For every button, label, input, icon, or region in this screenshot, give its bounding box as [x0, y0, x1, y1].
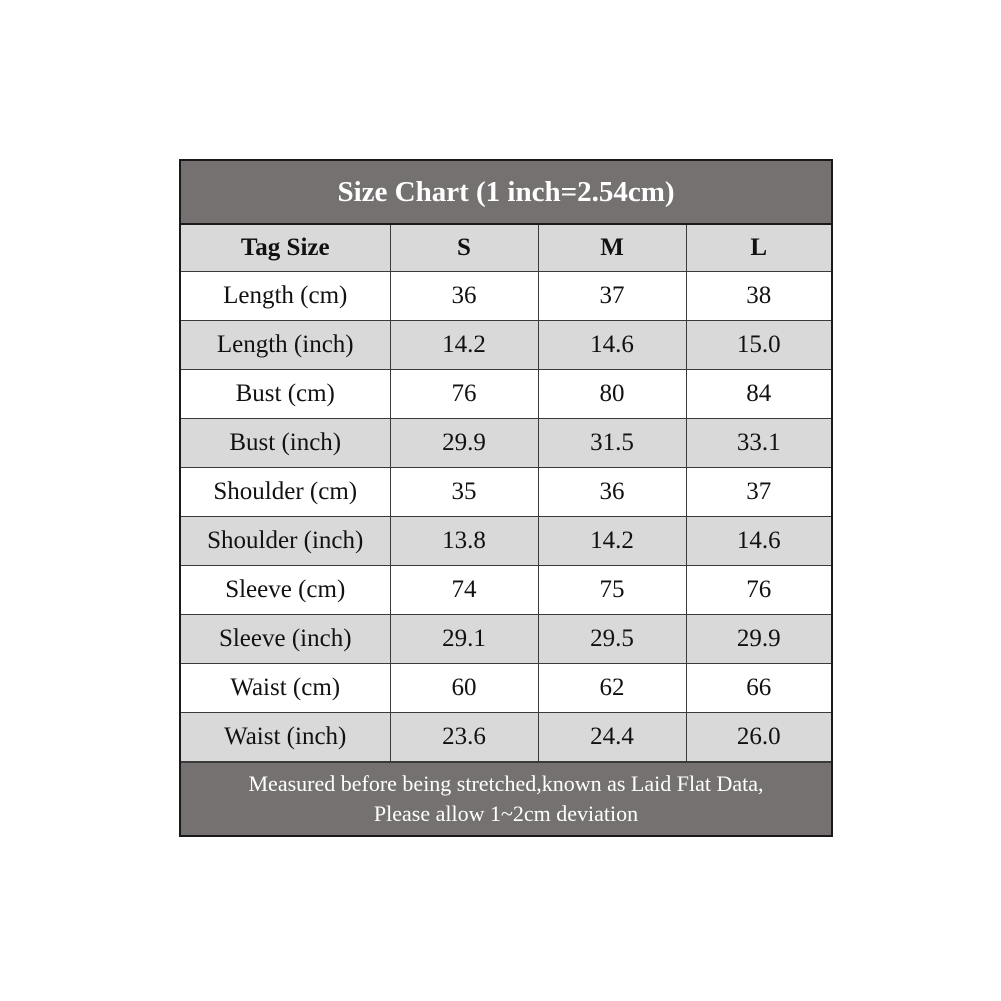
table-row [181, 566, 831, 615]
header-size-s: S [390, 225, 538, 272]
cell-s: 13.8 [390, 517, 538, 566]
cell-m: 14.6 [538, 321, 686, 370]
footnote-line-2: Please allow 1~2cm deviation [373, 801, 639, 826]
table-row [181, 370, 831, 419]
row-label: Bust (cm) [181, 370, 390, 419]
table-row [181, 272, 831, 321]
size-table [181, 225, 831, 762]
table-row [181, 664, 831, 713]
cell-m: 80 [538, 370, 686, 419]
header-size-l: L [686, 225, 831, 272]
row-label: Shoulder (inch) [181, 517, 390, 566]
cell-s: 35 [390, 468, 538, 517]
cell-s: 36 [390, 272, 538, 321]
table-row [181, 615, 831, 664]
cell-m: 24.4 [538, 713, 686, 762]
header-size-m: M [538, 225, 686, 272]
cell-l: 37 [686, 468, 831, 517]
row-label: Waist (cm) [181, 664, 390, 713]
cell-m: 29.5 [538, 615, 686, 664]
table-row [181, 468, 831, 517]
cell-s: 29.9 [390, 419, 538, 468]
cell-m: 37 [538, 272, 686, 321]
cell-s: 60 [390, 664, 538, 713]
header-tag-size: Tag Size [181, 225, 390, 272]
cell-s: 14.2 [390, 321, 538, 370]
footnote-line-1: Measured before being stretched,known as Laid Flat Data, [248, 771, 764, 796]
cell-l: 66 [686, 664, 831, 713]
cell-l: 84 [686, 370, 831, 419]
footnote [181, 762, 831, 835]
cell-s: 29.1 [390, 615, 538, 664]
table-row [181, 517, 831, 566]
cell-m: 31.5 [538, 419, 686, 468]
cell-l: 33.1 [686, 419, 831, 468]
cell-m: 62 [538, 664, 686, 713]
cell-s: 76 [390, 370, 538, 419]
cell-m: 75 [538, 566, 686, 615]
size-chart [179, 159, 833, 837]
cell-s: 74 [390, 566, 538, 615]
row-label: Shoulder (cm) [181, 468, 390, 517]
table-row [181, 713, 831, 762]
cell-l: 15.0 [686, 321, 831, 370]
row-label: Sleeve (inch) [181, 615, 390, 664]
cell-l: 29.9 [686, 615, 831, 664]
chart-title: Size Chart (1 inch=2.54cm) [181, 161, 831, 225]
cell-l: 14.6 [686, 517, 831, 566]
row-label: Waist (inch) [181, 713, 390, 762]
cell-l: 38 [686, 272, 831, 321]
header-row [181, 225, 831, 272]
cell-l: 26.0 [686, 713, 831, 762]
row-label: Length (inch) [181, 321, 390, 370]
row-label: Sleeve (cm) [181, 566, 390, 615]
cell-s: 23.6 [390, 713, 538, 762]
row-label: Bust (inch) [181, 419, 390, 468]
row-label: Length (cm) [181, 272, 390, 321]
cell-m: 36 [538, 468, 686, 517]
cell-l: 76 [686, 566, 831, 615]
table-row [181, 419, 831, 468]
table-row [181, 321, 831, 370]
cell-m: 14.2 [538, 517, 686, 566]
